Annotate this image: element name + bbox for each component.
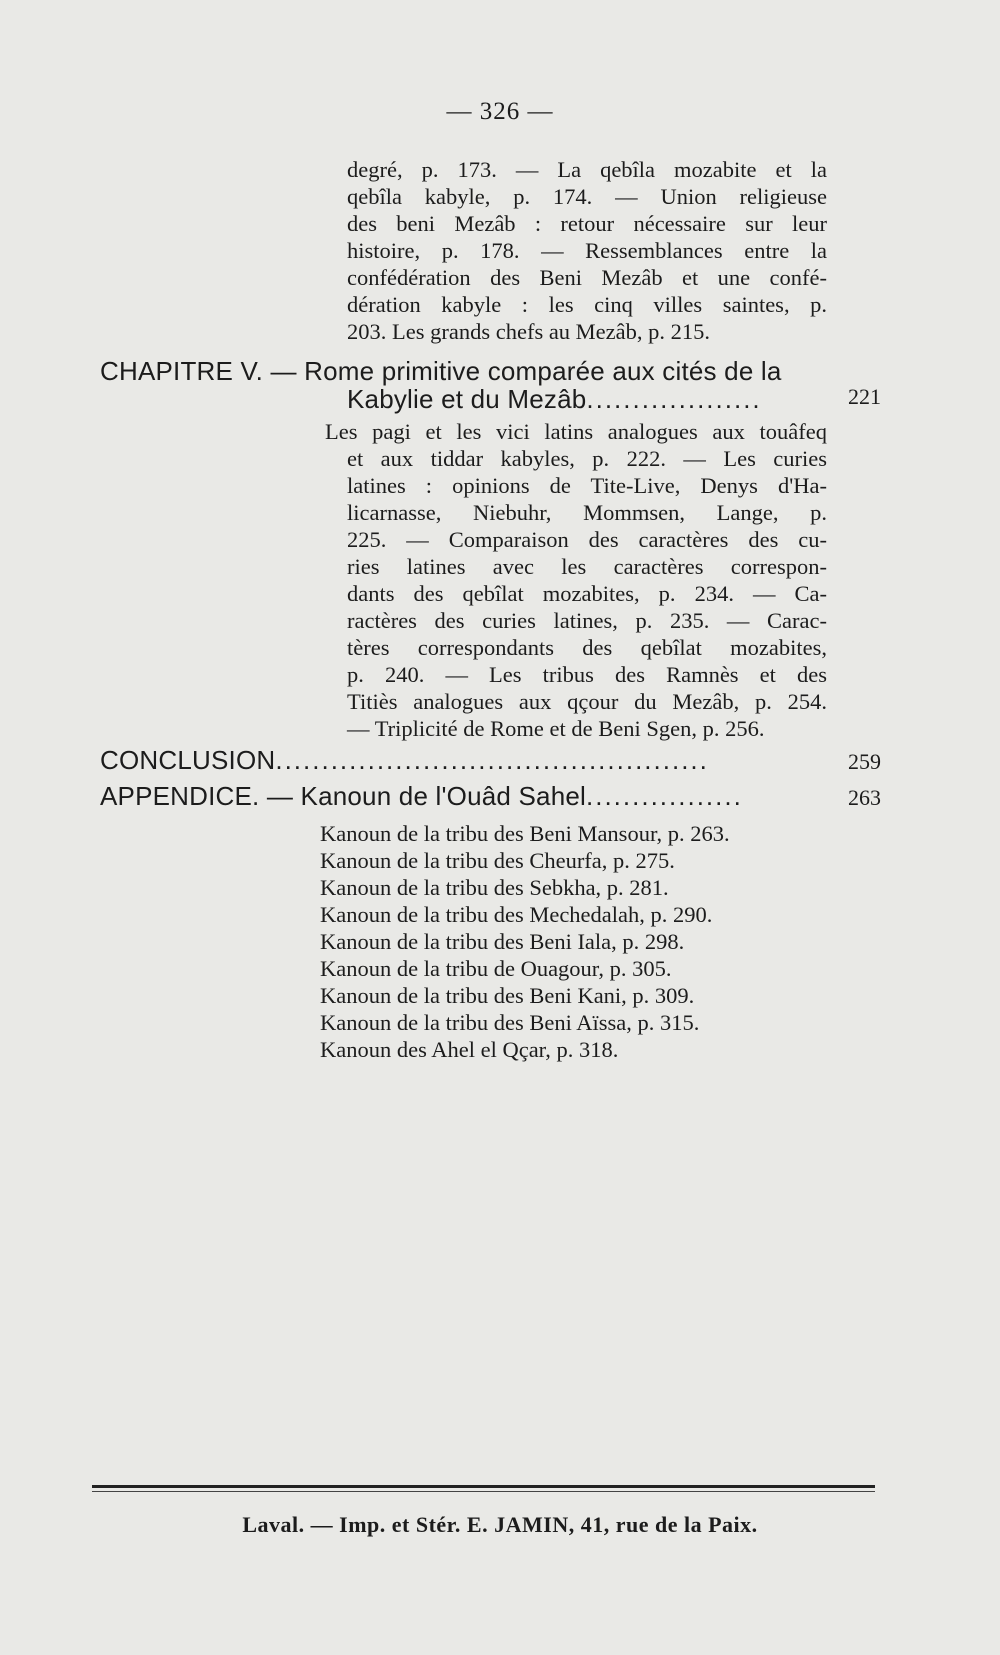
text-line: degré, p. 173. — La qebîla mozabite et la — [347, 157, 827, 182]
chapter-page-number: 221 — [848, 384, 881, 409]
text-line: Les pagi et les vici latins analogues aux touâfeq — [325, 419, 827, 444]
text-line: dération kabyle : les cinq villes saintes, p. — [347, 292, 827, 317]
list-item: Kanoun des Ahel el Qçar, p. 318. — [320, 1037, 619, 1062]
text-line: p. 240. — Les tribus des Ramnès et des — [347, 662, 827, 687]
list-item: Kanoun de la tribu de Ouagour, p. 305. — [320, 956, 672, 981]
appendice-page-number: 263 — [848, 785, 881, 810]
text-line: — Triplicité de Rome et de Beni Sgen, p. 256. — [347, 716, 765, 741]
conclusion-page-number: 259 — [848, 749, 881, 774]
text-line: Titiès analogues aux qçour du Mezâb, p. 254. — [347, 689, 827, 714]
chapter-heading: CHAPITRE V. — Rome primitive comparée aux cités de la — [100, 356, 782, 386]
appendice-label: APPENDICE. — Kanoun de l'Ouâd Sahel — [100, 781, 587, 811]
page-number: — 326 — — [446, 98, 554, 125]
text-line: histoire, p. 178. — Ressemblances entre la — [347, 238, 827, 263]
conclusion-label: CONCLUSION — [100, 745, 276, 775]
list-item: Kanoun de la tribu des Mechedalah, p. 290. — [320, 902, 713, 927]
footer-rule-thin — [92, 1491, 875, 1492]
text-line: 203. Les grands chefs au Mezâb, p. 215. — [347, 319, 711, 344]
appendice-entry — [100, 781, 743, 811]
leader-dots: ................... — [586, 384, 762, 414]
list-item: Kanoun de la tribu des Sebkha, p. 281. — [320, 875, 669, 900]
chapter-title-tail: Kabylie et du Mezâb — [347, 384, 587, 414]
leader-dots: ............................................... — [275, 745, 709, 775]
leader-dots: ................. — [586, 781, 743, 811]
text-line: dants des qebîlat mozabites, p. 234. — Ca- — [347, 581, 827, 606]
list-item: Kanoun de la tribu des Beni Mansour, p. 263. — [320, 821, 730, 846]
text-line: licarnasse, Niebuhr, Mommsen, Lange, p. — [347, 500, 827, 525]
text-line: latines : opinions de Tite-Live, Denys d'Ha- — [347, 473, 827, 498]
list-item: Kanoun de la tribu des Cheurfa, p. 275. — [320, 848, 675, 873]
list-item: Kanoun de la tribu des Beni Kani, p. 309. — [320, 983, 695, 1008]
conclusion-entry — [100, 745, 709, 775]
chapter-heading-cont — [347, 384, 762, 414]
text-line: 225. — Comparaison des caractères des cu- — [347, 527, 827, 552]
colophon: Laval. — Imp. et Stér. E. JAMIN, 41, rue de la Paix. — [242, 1512, 758, 1537]
list-item: Kanoun de la tribu des Beni Aïssa, p. 315. — [320, 1010, 700, 1035]
text-line: et aux tiddar kabyles, p. 222. — Les curies — [347, 446, 827, 471]
text-line: ractères des curies latines, p. 235. — Carac- — [347, 608, 827, 633]
text-line: confédération des Beni Mezâb et une confé- — [347, 265, 827, 290]
text-line: des beni Mezâb : retour nécessaire sur leur — [347, 211, 827, 236]
list-item: Kanoun de la tribu des Beni Iala, p. 298. — [320, 929, 685, 954]
text-line: tères correspondants des qebîlat mozabites, — [347, 635, 827, 660]
text-line: ries latines avec les caractères correspon- — [347, 554, 827, 579]
footer-rule — [92, 1485, 875, 1488]
text-line: qebîla kabyle, p. 174. — Union religieuse — [347, 184, 827, 209]
